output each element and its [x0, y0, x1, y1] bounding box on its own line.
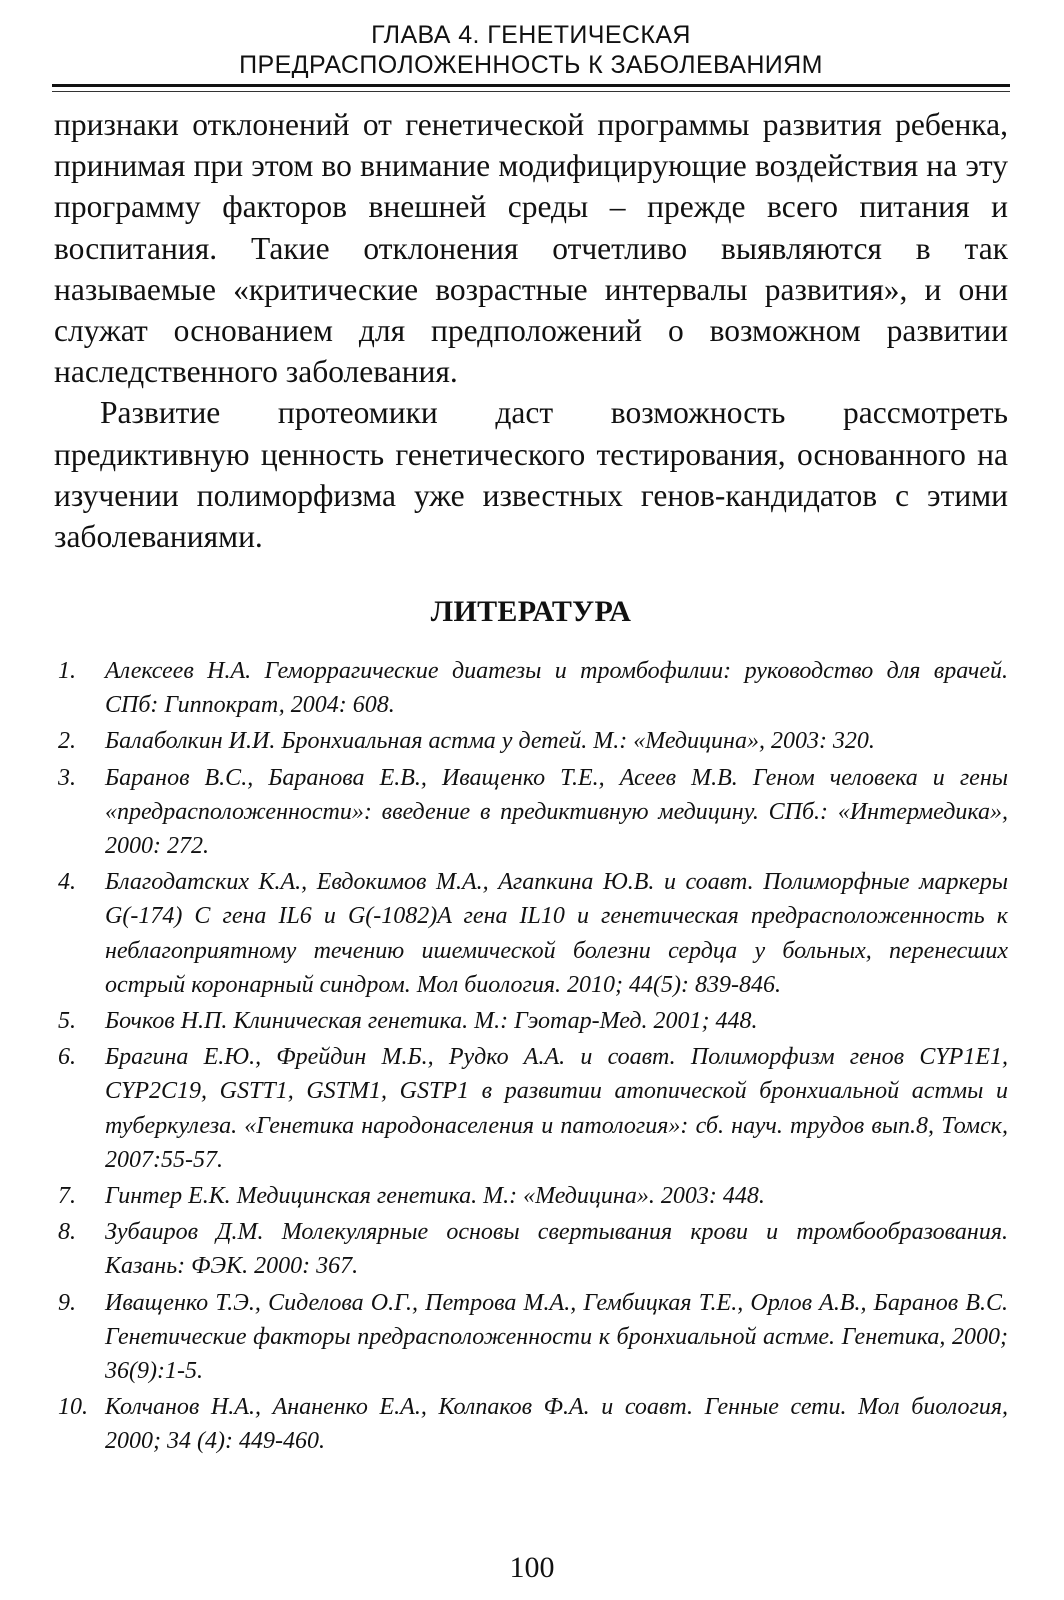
body-paragraph-1: признаки отклонений от генетической программы развития ребенка, принимая при этом во внимание модифицирующие воздействия на эту программу факторов внешней среды – прежде всего питания и воспитания. Такие отклонения отчетливо выявляются в так называемые «критические возрастные интервалы развития», и они служат основанием для предположений о возможном развитии наследственного заболевания. — [54, 107, 1008, 390]
running-header-line-2: ПРЕДРАСПОЛОЖЕННОСТЬ К ЗАБОЛЕВАНИЯМ — [239, 51, 823, 79]
reference-number: 1. — [58, 658, 76, 684]
reference-item — [54, 1215, 1008, 1283]
reference-item — [54, 724, 1008, 758]
page-number: 100 — [509, 1551, 555, 1584]
reference-text: Благодатских К.А., Евдокимов М.А., Агапкина Ю.В. и соавт. Полиморфные маркеры G(-174) C гена IL6 и G(-1082)A гена IL10 и генетическая предрасположенность к неблагоприятному течению ишемической болезни сердца у больных, перенесших острый коронарный синдром. Мол биология. 2010; 44(5): 839-846. — [105, 869, 1008, 998]
references-title: ЛИТЕРАТУРА — [430, 595, 632, 628]
reference-number: 5. — [58, 1008, 76, 1035]
reference-item — [54, 865, 1008, 1002]
reference-number: 9. — [58, 1289, 76, 1316]
reference-text: Балаболкин И.И. Бронхиальная астма у детей. М.: «Медицина», 2003: 320. — [105, 728, 875, 755]
reference-text: Колчанов Н.А., Ананенко Е.А., Колпаков Ф.А. и соавт. Генные сети. Мол биология, 2000; 34 (4): 449-460. — [105, 1394, 1008, 1455]
reference-text: Брагина Е.Ю., Фрейдин М.Б., Рудко А.А. и соавт. Полиморфизм генов CYP1E1, CYP2C19, GSTT1, GSTM1, GSTP1 в развитии атопической бронхиальной астмы и туберкулеза. «Генетика народонаселения и патология»: сб. науч. трудов вып.8, Томск, 2007:55-57. — [105, 1044, 1008, 1173]
reference-text: Зубаиров Д.М. Молекулярные основы свертывания крови и тромбообразования. Казань: ФЭК. 2000: 367. — [105, 1219, 1008, 1280]
body-paragraph-2: Развитие протеомики даст возможность рассмотреть предиктивную ценность генетического тестирования, основанного на изучении полиморфизма уже известных генов-кандидатов с этими заболеваниями. — [54, 395, 1008, 555]
reference-text: Иващенко Т.Э., Сиделова О.Г., Петрова М.А., Гембицкая Т.Е., Орлов А.В., Баранов В.С. Генетические факторы предрасположенности к бронхиальной астме. Генетика, 2000; 36(9):1-5. — [105, 1289, 1008, 1385]
references-list — [54, 654, 1008, 1461]
reference-number: 8. — [58, 1219, 76, 1246]
reference-item — [54, 1390, 1008, 1458]
reference-item — [54, 1286, 1008, 1389]
header-rule-thin — [52, 91, 1010, 92]
reference-number: 7. — [58, 1183, 76, 1210]
running-header-line-1: ГЛАВА 4. ГЕНЕТИЧЕСКАЯ — [371, 21, 691, 49]
reference-text: Гинтер Е.К. Медицинская генетика. М.: «Медицина». 2003: 448. — [105, 1183, 765, 1210]
reference-text: Алексеев Н.А. Геморрагические диатезы и тромбофилии: руководство для врачей. СПб: Гиппократ, 2004: 608. — [105, 658, 1008, 719]
reference-item — [54, 1040, 1008, 1177]
reference-number: 3. — [58, 764, 76, 791]
reference-number: 10. — [58, 1394, 88, 1421]
reference-item — [54, 761, 1008, 864]
running-header — [52, 20, 1010, 80]
reference-item — [54, 1004, 1008, 1038]
reference-number: 2. — [58, 728, 76, 755]
reference-item — [54, 654, 1008, 722]
reference-number: 4. — [58, 869, 76, 896]
reference-text: Баранов В.С., Баранова Е.В., Иващенко Т.Е., Асеев М.В. Геном человека и гены «предрасположенности»: введение в предиктивную медицину. СПб.: «Интермедика», 2000: 272. — [105, 764, 1008, 860]
header-rule-thick — [52, 84, 1010, 87]
body-text — [54, 104, 1008, 557]
reference-number: 6. — [58, 1044, 76, 1071]
reference-item — [54, 1179, 1008, 1213]
reference-text: Бочков Н.П. Клиническая генетика. М.: Гэотар-Мед. 2001; 448. — [105, 1008, 758, 1035]
